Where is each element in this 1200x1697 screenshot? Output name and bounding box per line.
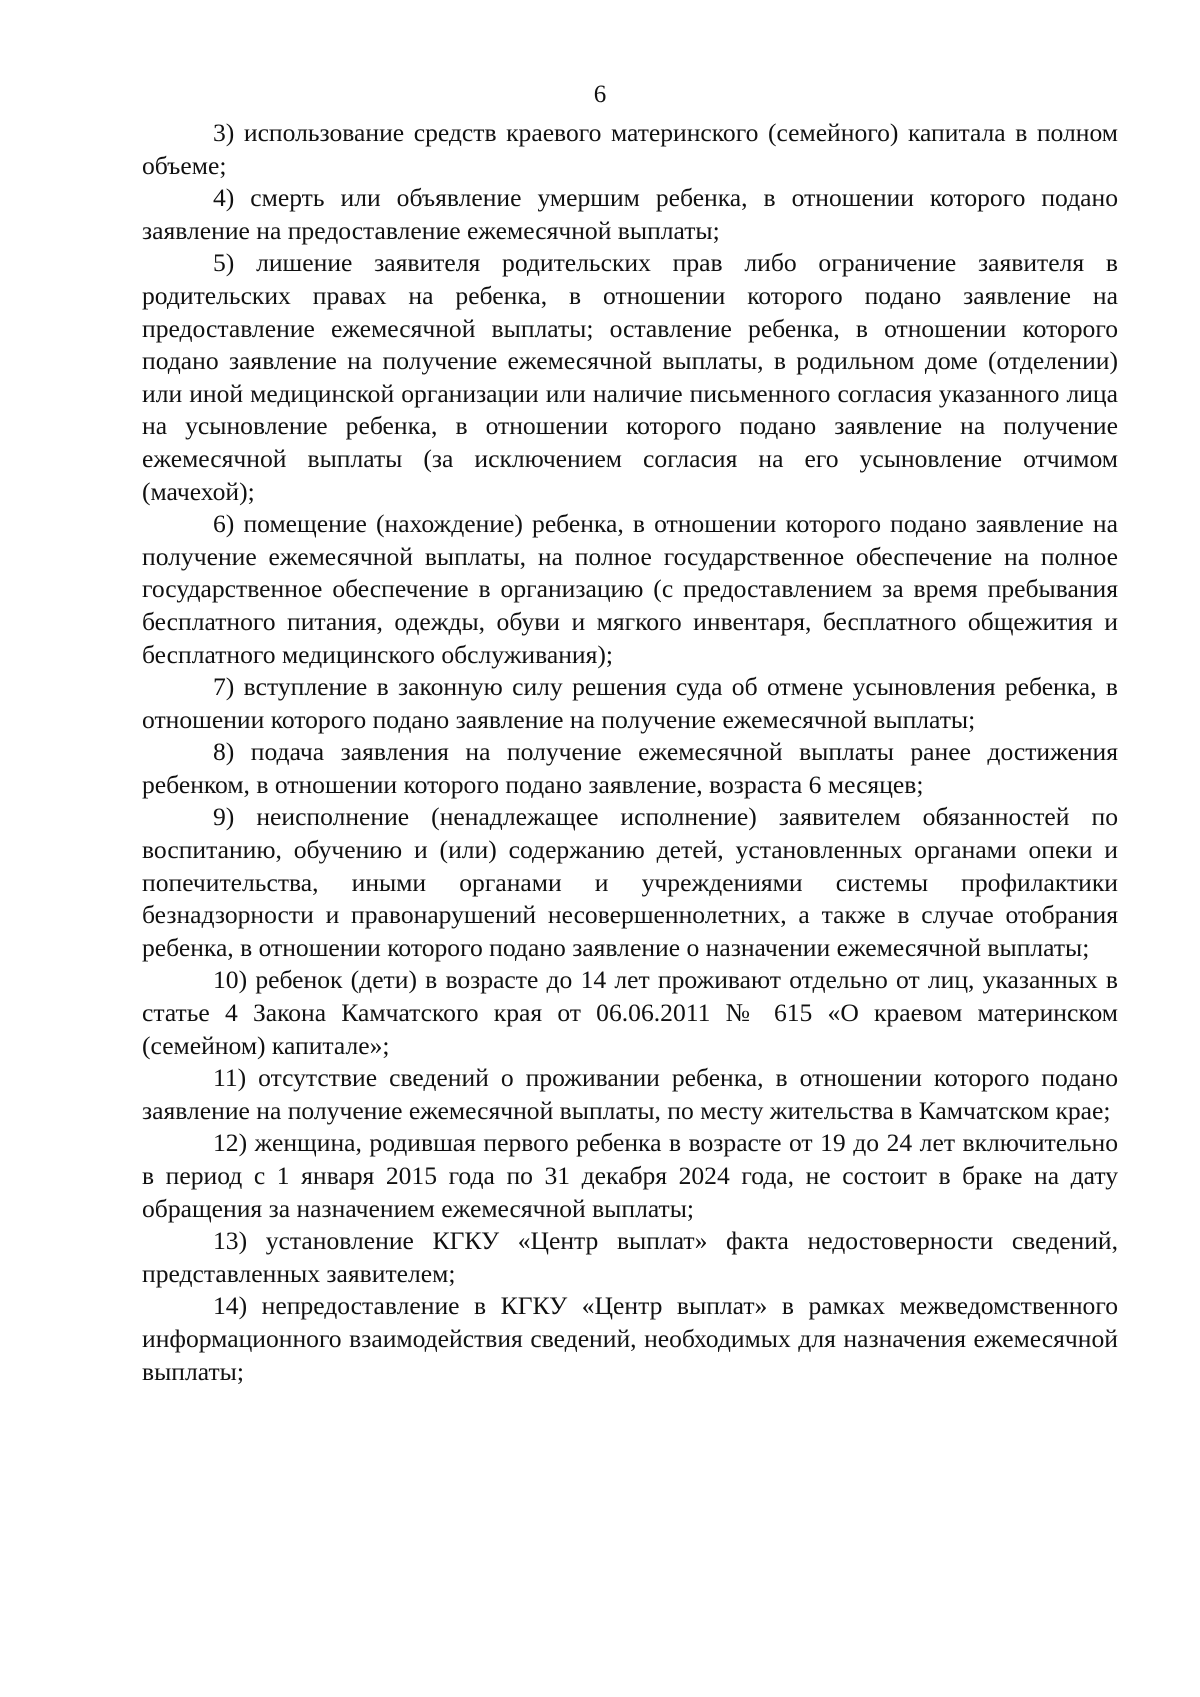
- list-item-14: 14) непредоставление в КГКУ «Центр выплат» в рамках межведомственного информационного взаимодействия сведений, необходимых для назначения ежемесячной выплаты;: [142, 1291, 1118, 1386]
- list-item-8: 8) подача заявления на получение ежемесячной выплаты ранее достижения ребенком, в отношении которого подано заявление, возраста 6 месяцев;: [142, 737, 1118, 799]
- list-item-13: 13) установление КГКУ «Центр выплат» факта недостоверности сведений, представленных заявителем;: [142, 1226, 1118, 1288]
- list-item-9: 9) неисполнение (ненадлежащее исполнение) заявителем обязанностей по воспитанию, обучению и (или) содержанию детей, установленных органами опеки и попечительства, иными органами и учреждениями системы профилактики безнадзорности и правонарушений несовершеннолетних, а также в случае отобрания ребенка, в отношении которого подано заявление о назначении ежемесячной выплаты;: [142, 802, 1118, 962]
- list-item-11: 11) отсутствие сведений о проживании ребенка, в отношении которого подано заявление на получение ежемесячной выплаты, по месту жительства в Камчатском крае;: [142, 1063, 1118, 1125]
- list-item-4: 4) смерть или объявление умершим ребенка, в отношении которого подано заявление на предоставление ежемесячной выплаты;: [142, 183, 1118, 245]
- page-number: 6: [593, 81, 607, 108]
- list-item-5: 5) лишение заявителя родительских прав либо ограничение заявителя в родительских правах на ребенка, в отношении которого подано заявление на предоставление ежемесячной выплаты; оставление ребенка, в отношении которого подано заявление на получение ежемесячной выплаты, в родильном доме (отделении) или иной медицинской организации или наличие письменного согласия указанного лица на усыновление ребенка, в отношении которого подано заявление на получение ежемесячной выплаты (за исключением согласия на его усыновление отчимом (мачехой);: [142, 248, 1118, 506]
- list-item-3: 3) использование средств краевого материнского (семейного) капитала в полном объеме;: [142, 118, 1118, 180]
- list-item-10: 10) ребенок (дети) в возрасте до 14 лет проживают отдельно от лиц, указанных в статье 4 Закона Камчатского края от 06.06.2011 № 615 «О краевом материнском (семейном) капитале»;: [142, 965, 1118, 1060]
- list-item-12: 12) женщина, родившая первого ребенка в возрасте от 19 до 24 лет включительно в период с 1 января 2015 года по 31 декабря 2024 года, не состоит в браке на дату обращения за назначением ежемесячной выплаты;: [142, 1128, 1118, 1223]
- list-item-6: 6) помещение (нахождение) ребенка, в отношении которого подано заявление на получение ежемесячной выплаты, на полное государственное обеспечение на полное государственное обеспечение в организацию (с предоставлением за время пребывания бесплатного питания, одежды, обуви и мягкого инвентаря, бесплатного общежития и бесплатного медицинского обслуживания);: [142, 509, 1118, 669]
- document-body: [142, 117, 1118, 1388]
- list-item-7: 7) вступление в законную силу решения суда об отмене усыновления ребенка, в отношении которого подано заявление на получение ежемесячной выплаты;: [142, 672, 1118, 734]
